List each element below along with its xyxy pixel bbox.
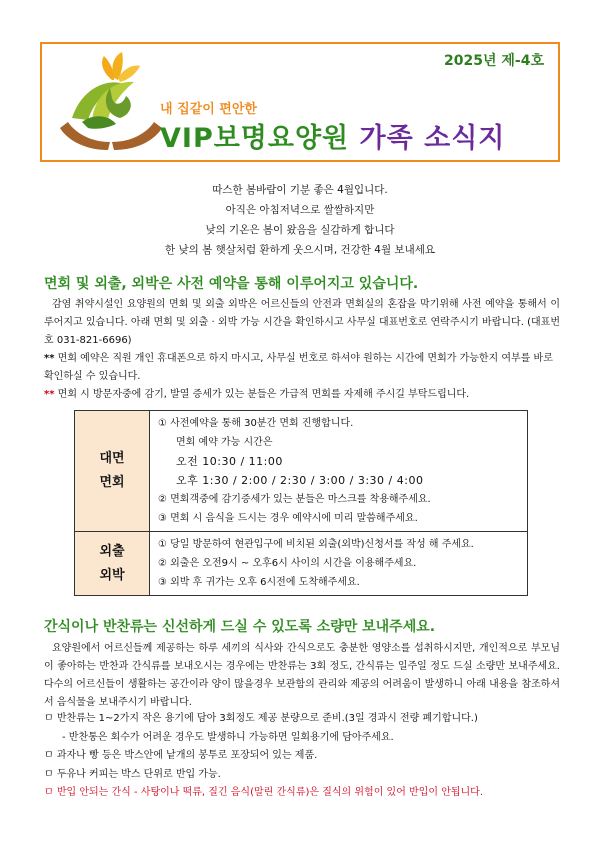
- intro-line: 아직은 아침저녁으로 쌀쌀하지만: [225, 204, 375, 216]
- newsletter-title: [160, 116, 505, 155]
- rule-item: ③ 면회 시 음식을 드시는 경우 예약시에 미리 말씀해주세요.: [158, 513, 418, 524]
- table-row: [75, 532, 528, 596]
- visit-note-2: [44, 386, 560, 404]
- list-item: - 반찬통은 회수가 어려운 경우도 발생하니 가능하면 일회용기에 담아주세요.: [62, 731, 394, 743]
- visit-paragraph: 감염 취약시설인 요양원의 면회 및 외출 외박은 어르신들의 안전과 면회실의 혼잡을 막기위해 사전 예약을 통해서 이루어지고 있습니다. 아래 면회 및 외출 · 외박 가능 시간을 확인하시고 사무실 대표번호로 연락주시기 바랍니다. (대표번호 031-821-6696): [44, 299, 560, 346]
- hours-afternoon: 오후 1:30 / 2:00 / 2:30 / 3:00 / 3:30 / 4:00: [176, 474, 424, 487]
- list-item: ㅁ 두유나 커피는 박스 단위로 반입 가능.: [44, 768, 221, 780]
- hours-morning: 오전 10:30 / 11:00: [176, 455, 283, 468]
- hours-title: 면회 예약 가능 시간은: [176, 437, 273, 448]
- food-guidelines-list: [44, 710, 564, 803]
- issue-number: 2025년 제-4호: [444, 53, 544, 69]
- visit-section-title: 면회 및 외출, 외박은 사전 예약을 통해 이루어지고 있습니다.: [44, 276, 419, 292]
- leaf-hands-logo-icon: [52, 48, 170, 158]
- outing-rules: [150, 532, 528, 596]
- note-text: 면회 시 방문자중에 감기, 발열 증세가 있는 분들은 가급적 면회를 자제해 주시길 부탁드립니다.: [57, 389, 470, 400]
- table-row: [75, 411, 528, 532]
- rule-item: ③ 외박 후 귀가는 오후 6시전에 도착해주세요.: [158, 577, 360, 588]
- intro-line: 따스한 봄바람이 기분 좋은 4월입니다.: [212, 184, 388, 196]
- food-section-title: 간식이나 반찬류는 신선하게 드실 수 있도록 소량만 보내주세요.: [44, 619, 436, 635]
- outing-label: 외출 외박: [75, 532, 150, 596]
- newsletter-header: [40, 42, 560, 162]
- rule-item: ① 당일 방문하여 현관입구에 비치된 외출(외박)신청서를 작성 해 주세요.: [158, 539, 474, 550]
- intro-line: 낮의 기온은 봄이 왔음을 실감하게 합니다: [205, 224, 395, 236]
- rule-item: ② 면회객중에 감기증세가 있는 분들은 마스크를 착용해주세요.: [158, 494, 431, 505]
- title-facility-name: VIP보명요양원: [160, 123, 350, 154]
- rule-item: ① 사전예약을 통해 30분간 면회 진행합니다.: [158, 418, 354, 429]
- list-item: ㅁ 과자나 빵 등은 박스안에 낱개의 봉투로 포장되어 있는 제품.: [44, 750, 318, 761]
- food-paragraph: 요양원에서 어르신들께 제공하는 하루 세끼의 식사와 간식으로도 충분한 영양소를 섭취하시지만, 개인적으로 부모님이 좋아하는 반찬과 간식류를 보내오시는 경우에는 반찬류는 3회 정도, 간식류는 일주일 정도 드실 소량만 보내주세요. 다수의 어르신들이 생활하는 공간이라 양이 많을경우 보관함의 관리와 제공의 어려움이 발생하니 아래 내용을 참조하셔서 음식물을 보내주시기 바랍니다.: [44, 643, 560, 708]
- newsletter-subtitle: 내 집같이 편안한: [160, 102, 257, 117]
- rule-item: ② 외출은 오전9시 ~ 오후6시 사이의 시간을 이용해주세요.: [158, 558, 417, 569]
- list-item-warning: ㅁ 반입 안되는 간식 - 사탕이나 떡류, 질긴 음식(말린 간식류)은 질식의 위험이 있어 반입이 안됩니다.: [44, 787, 484, 798]
- title-newsletter-label: 가족 소식지: [359, 123, 506, 154]
- visit-rules: [150, 411, 528, 532]
- visit-note-1: [44, 350, 560, 386]
- note-mark: **: [44, 389, 55, 400]
- visit-outing-table: [74, 410, 528, 596]
- note-text: 면회 예약은 직원 개인 휴대폰으로 하지 마시고, 사무실 번호로 하셔야 원하는 시간에 면회가 가능한지 여부를 바로 확인하실 수 있습니다.: [44, 353, 553, 382]
- visit-label: 대면 면회: [75, 411, 150, 532]
- intro-line: 한 낮의 봄 햇살처럼 환하게 웃으시며, 건강한 4월 보내세요: [164, 244, 435, 256]
- note-mark: **: [44, 353, 55, 364]
- intro-greeting: [0, 180, 600, 260]
- list-item: ㅁ 반찬류는 1~2가지 작은 용기에 담아 3회정도 제공 분량으로 준비.(3일 경과시 전량 폐기합니다.): [44, 713, 478, 724]
